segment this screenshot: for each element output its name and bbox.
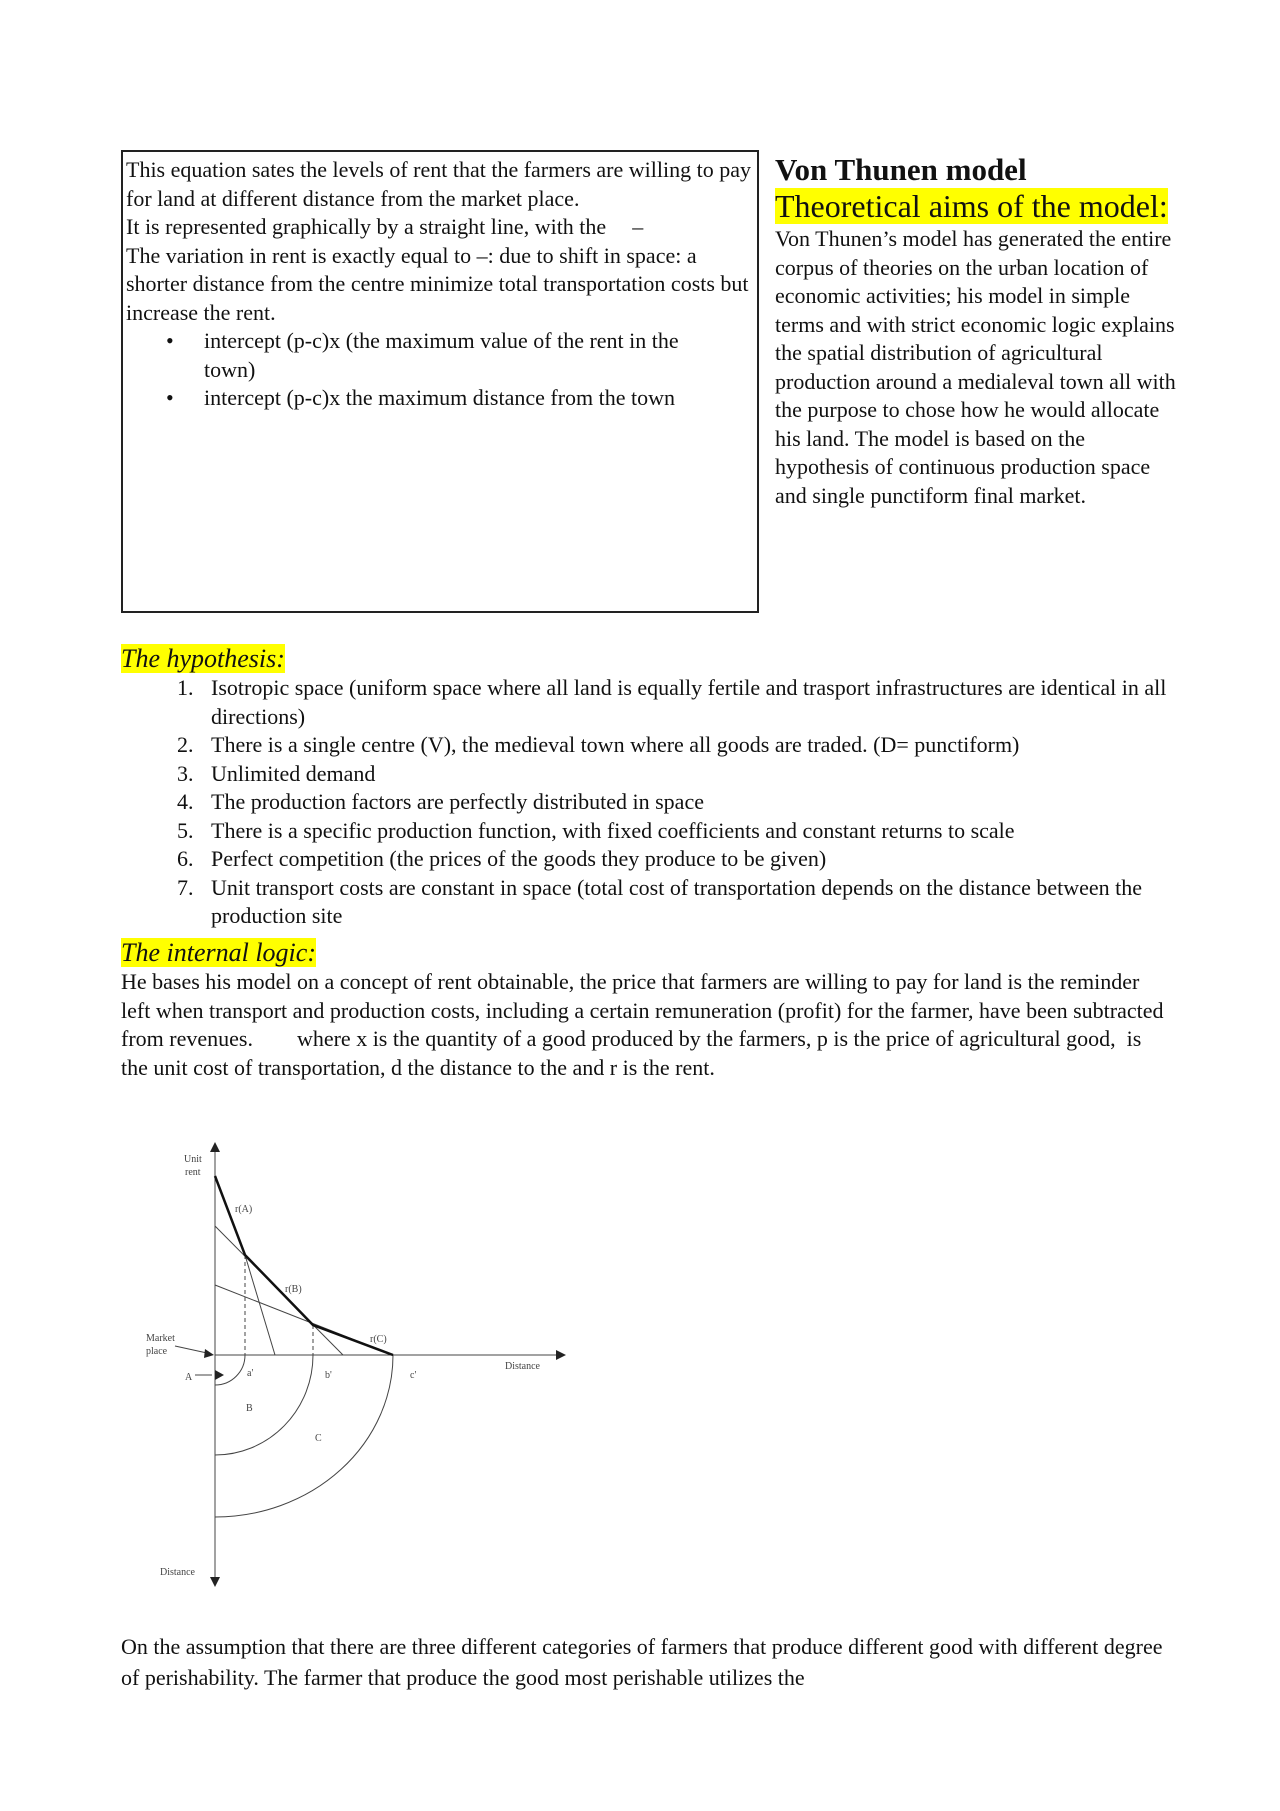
dash: –	[632, 214, 644, 239]
label-rc: r(C)	[370, 1334, 387, 1345]
market-arrow-icon	[204, 1349, 214, 1358]
label-c-prime: c'	[410, 1370, 417, 1381]
list-item: 5. There is a specific production function, with fixed coefficients and constant returns to scale	[199, 817, 1181, 846]
y-down-label: Distance	[160, 1567, 195, 1578]
market-label: Market	[146, 1333, 175, 1344]
list-item: 3. Unlimited demand	[199, 760, 1181, 789]
arc-b	[215, 1355, 313, 1455]
list-item: 1. Isotropic space (uniform space where all land is equally fertile and trasport infrastructures are identical in all directions)	[199, 674, 1181, 731]
list-item: 2. There is a single centre (V), the medieval town where all goods are traded. (D= punctiform)	[199, 731, 1181, 760]
doc-title: Von Thunen model	[775, 152, 1027, 187]
y-arrow-down-icon	[210, 1577, 220, 1587]
aims-body: Von Thunen’s model has generated the entire corpus of theories on the urban location of economic activities; his model in simple terms and with strict economic logic explains the spatial distribution of agricultural production around a medialeval town all with the purpose to chose how he would allocate his land. The model is based on the hypothesis of continuous production space and single punctiform final market.	[775, 226, 1176, 508]
x-label: Distance	[505, 1361, 540, 1372]
a-arrow-icon	[215, 1370, 224, 1380]
logic-heading: The internal logic:	[121, 938, 316, 967]
arc-a	[215, 1355, 245, 1385]
box-para-2	[126, 213, 757, 242]
bullet-item	[166, 384, 757, 413]
bullet-text: intercept (p-c)x (the maximum value of the rent in the town)	[204, 328, 679, 382]
list-item: 6. Perfect competition (the prices of the goods they produce to be given)	[199, 845, 1181, 874]
box-para-1: This equation sates the levels of rent that the farmers are willing to pay for land at different distance from the market place.	[126, 157, 751, 211]
hypothesis-list	[121, 674, 1181, 931]
section-heading-aims: Theoretical aims of the model:	[775, 188, 1168, 224]
label-zone-b: B	[246, 1403, 253, 1414]
x-arrow-right-icon	[556, 1350, 566, 1360]
box-para-2-text: It is represented graphically by a straight line, with the	[126, 214, 607, 239]
bullet-icon: •	[166, 385, 174, 410]
box-para-3: The variation in rent is exactly equal to –: due to shift in space: a shorter distance from the centre minimize total transportation costs but increase the rent.	[126, 242, 749, 325]
arc-c	[215, 1355, 393, 1517]
right-column	[775, 152, 1180, 510]
bullet-item	[166, 327, 757, 384]
y-arrow-up-icon	[210, 1142, 220, 1152]
logic-section	[121, 937, 1170, 1082]
label-zone-c: C	[315, 1433, 322, 1444]
market-label: place	[146, 1346, 168, 1357]
label-b-prime: b'	[325, 1370, 332, 1381]
bullet-icon: •	[166, 328, 174, 353]
text-box	[121, 150, 759, 613]
label-zone-a: A	[185, 1372, 193, 1383]
hypothesis-heading: The hypothesis:	[121, 644, 285, 673]
von-thunen-diagram	[120, 1140, 600, 1610]
logic-body: He bases his model on a concept of rent obtainable, the price that farmers are willing to pay for land is the reminder left when transport and production costs, including a certain remuneration (profit) for the farmer, have been subtracted from revenues. where x is the quantity of a good produced by the farmers, p is the price of agricultural good, is the unit cost of transportation, d the distance to the and r is the rent.	[121, 969, 1170, 1080]
list-item: 4. The production factors are perfectly distributed in space	[199, 788, 1181, 817]
rent-envelope	[215, 1176, 393, 1355]
label-a-prime: a'	[247, 1368, 254, 1379]
market-arrow-line	[175, 1346, 207, 1353]
label-rb: r(B)	[285, 1284, 302, 1295]
y-label: Unit	[184, 1154, 202, 1165]
hypothesis-section	[121, 643, 1181, 931]
bullet-text: intercept (p-c)x the maximum distance from the town	[204, 385, 676, 410]
list-item: 7. Unit transport costs are constant in space (total cost of transportation depends on the distance between the production site	[199, 874, 1181, 931]
final-paragraph: On the assumption that there are three different categories of farmers that produce different good with different degree of perishability. The farmer that produce the good most perishable utilizes the	[121, 1634, 1163, 1690]
label-ra: r(A)	[235, 1204, 253, 1215]
y-label: rent	[185, 1167, 201, 1178]
